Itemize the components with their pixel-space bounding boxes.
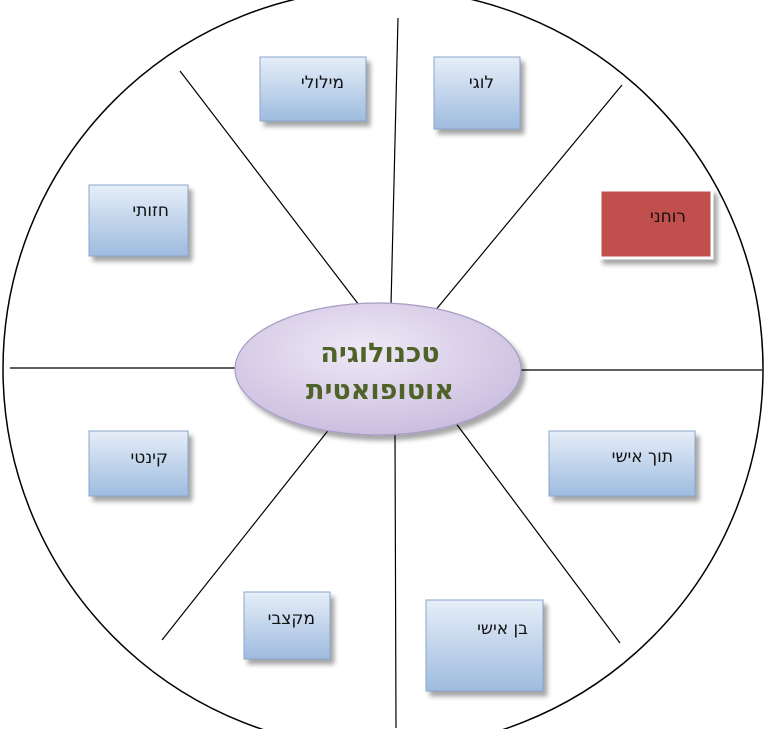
segment-box-visual [89,185,188,256]
segment-box-spiritual [600,190,712,258]
center-title-line2: אוטופואטית [306,375,454,406]
segment-label: מקצבי [267,609,315,629]
segment-box-interpersonal [426,600,543,691]
segment-box-intrapersonal [549,431,695,496]
segment-label: חזותי [132,201,169,221]
segment-box-logical [434,57,520,129]
segment-box-kinetic [89,431,188,496]
center-title-line1: טכנולוגיה [320,338,440,369]
center-hub [235,303,521,435]
segment-label: קינטי [130,448,168,468]
segment-box-rhythmic [244,592,330,659]
segment-label: תוך אישי [611,447,673,467]
segment-label: רוחני [650,207,686,227]
segment-label: בן אישי [477,619,528,639]
segment-label: לוגי [468,73,494,93]
segment-label: מילולי [300,73,344,93]
segment-box-verbal [260,57,366,121]
